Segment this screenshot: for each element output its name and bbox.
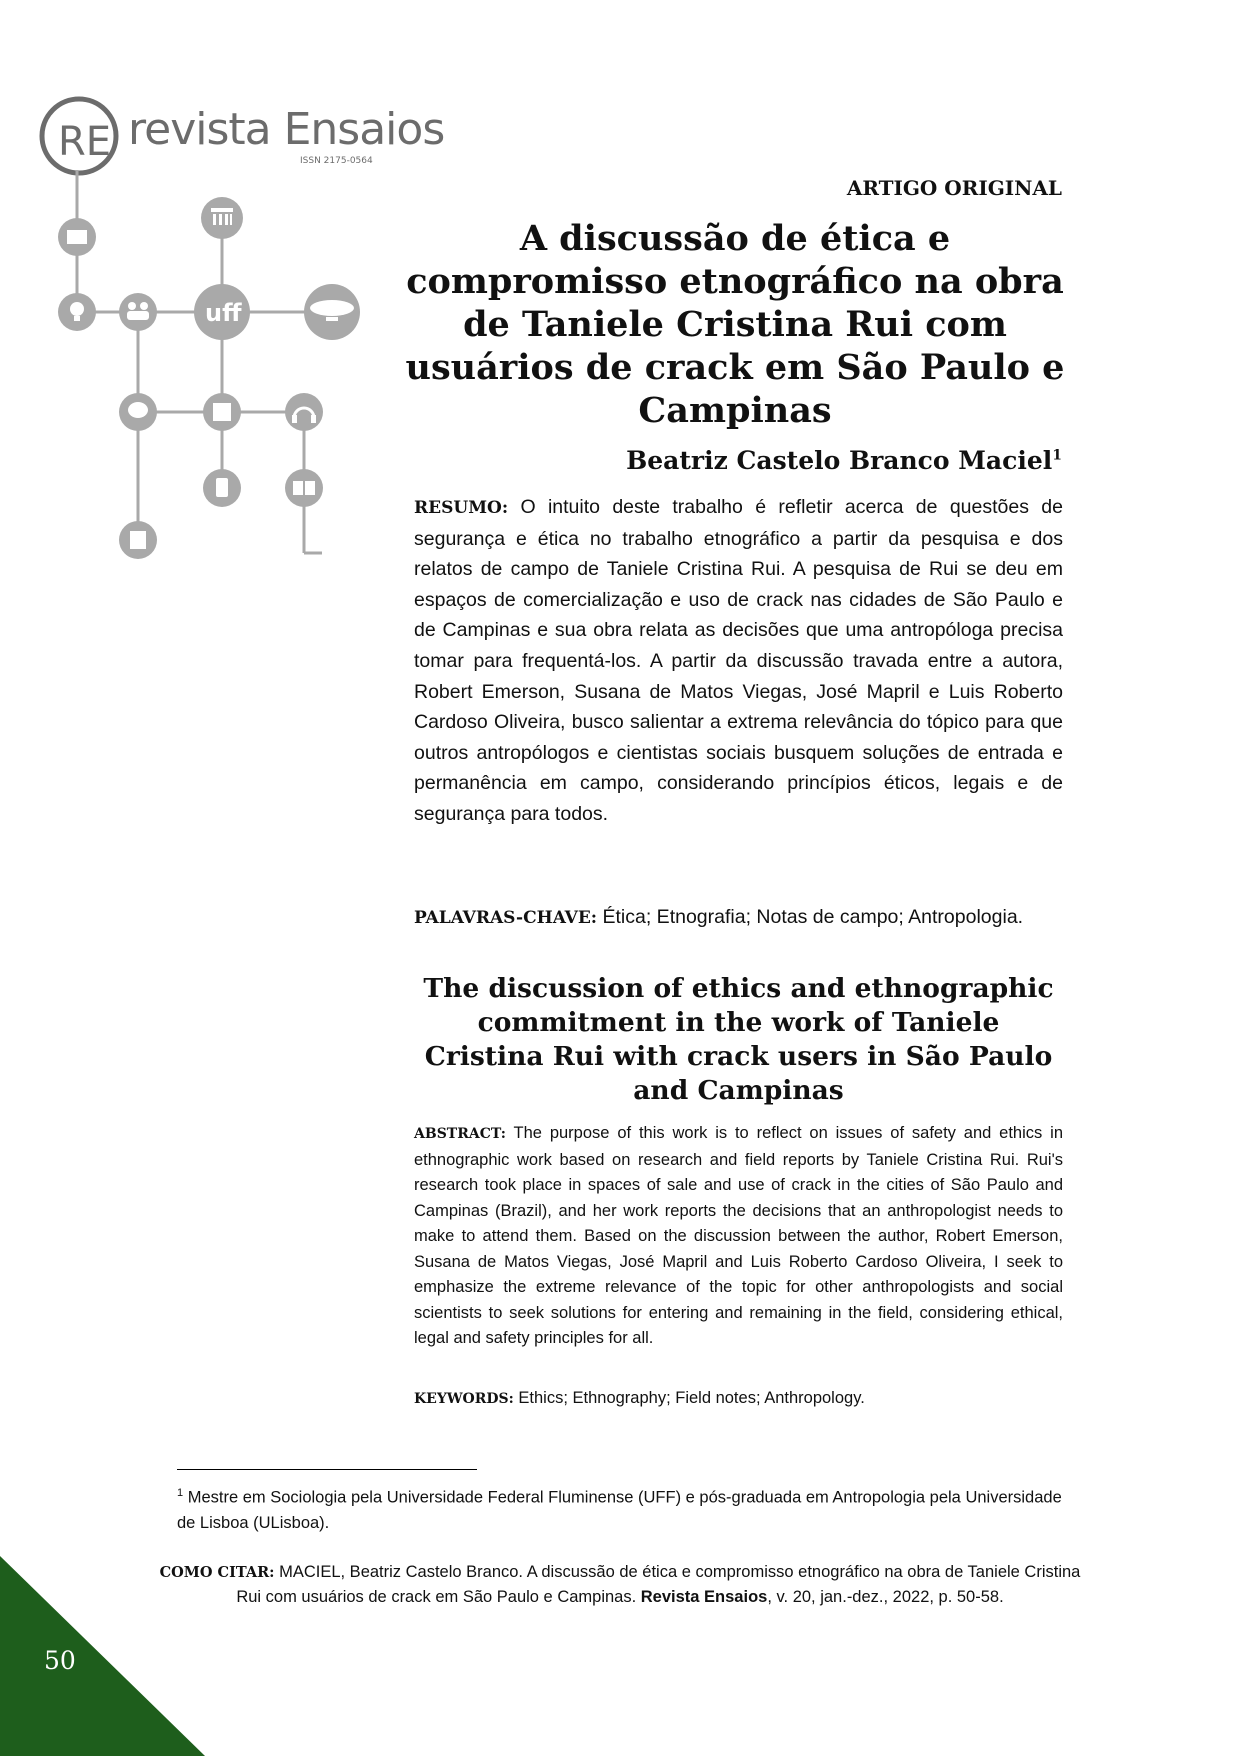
resumo-label: RESUMO:: [414, 498, 509, 518]
author-name-text: Beatriz Castelo Branco Maciel: [626, 446, 1053, 475]
author-footnote-mark[interactable]: 1: [1052, 447, 1062, 464]
footnote-mark: 1: [177, 1487, 184, 1499]
section-label: ARTIGO ORIGINAL: [846, 176, 1062, 200]
author-name: [626, 446, 1062, 475]
abstract-text: The purpose of this work is to reflect on issues of safety and ethics in ethnographic work based on research and field reports by Taniele Cristina Rui. Rui's research took place in spaces of sale and use of crack in the cities of São Paulo and Campinas (Brazil), and her work reports the decisions that an anthropologist needs to make to attend them. Based on the discussion between the author, Robert Emerson, Susana de Matos Viegas, José Mapril and Luis Roberto Cardoso Oliveira, I seek to emphasize the extreme relevance of the topic for other anthropologists and social scientists to seek solutions for entering and remaining in the field, considering ethical, legal and safety principles for all.: [414, 1124, 1063, 1347]
resumo-paragraph: [414, 492, 1063, 830]
english-title: The discussion of ethics and ethnographic commitment in the work of Taniele Cristina Rui with crack users in São Paulo and Campinas: [423, 973, 1054, 1106]
logo-mark-text: RE: [58, 119, 112, 165]
citation-text: MACIEL, Beatriz Castelo Branco. A discussão de ética e compromisso etnográfico na obra de Taniele Cristina Rui com usuários de crack em São Paulo e Campinas.: [236, 1563, 1081, 1606]
article-title: A discussão de ética e compromisso etnográfico na obra de Taniele Cristina Rui com usuários de crack em São Paulo e Campinas: [405, 218, 1065, 431]
keywords-paragraph: [414, 1386, 1063, 1413]
abstract-paragraph: [414, 1121, 1063, 1352]
footnote-text: Mestre em Sociologia pela Universidade Federal Fluminense (UFF) e pós-graduada em Antropologia pela Universidade de Lisboa (ULisboa).: [177, 1488, 1062, 1532]
decorative-network: [30, 90, 370, 580]
palavras-chave-text: Ética; Etnografia; Notas de campo; Antropologia.: [597, 906, 1024, 928]
open-book-icon: [285, 469, 323, 507]
abstract-label: ABSTRACT:: [414, 1126, 506, 1142]
headphones-icon: [285, 393, 323, 431]
journal-name-ensaios: Ensaios: [283, 104, 445, 155]
citation-text-after: , v. 20, jan.-dez., 2022, p. 50-58.: [767, 1588, 1004, 1606]
journal-name-revista: revista: [128, 104, 284, 155]
journal-issn: ISSN 2175-0564: [300, 156, 373, 166]
citation: [150, 1560, 1090, 1610]
footnote-divider: [177, 1469, 477, 1470]
keywords-label: KEYWORDS:: [414, 1391, 514, 1407]
footnote: [177, 1481, 1077, 1536]
palavras-chave-paragraph: [414, 902, 1063, 934]
keywords-text: Ethics; Ethnography; Field notes; Anthropology.: [513, 1389, 865, 1407]
page-corner-decoration: [0, 1556, 205, 1756]
citation-label: COMO CITAR:: [159, 1564, 275, 1581]
page-number: 50: [44, 1646, 76, 1675]
citation-journal: Revista Ensaios: [640, 1588, 768, 1606]
resumo-text: O intuito deste trabalho é refletir acerca de questões de segurança e ética no trabalho etnográfico a partir da pesquisa e dos relatos de campo de Taniele Cristina Rui. A pesquisa de Rui se deu em espaços de comercialização e uso de crack nas cidades de São Paulo e de Campinas e sua obra relata as decisões que uma antropóloga precisa tomar para frequentá-los. A partir da discussão travada entre a autora, Robert Emerson, Susana de Matos Viegas, José Mapril e Luis Roberto Cardoso Oliveira, busco salientar a extrema relevância do tópico para que outros antropólogos e cientistas sociais busquem soluções de entrada e permanência em campo, considerando princípios éticos, legais e de segurança para todos.: [414, 496, 1063, 825]
palavras-chave-label: PALAVRAS-CHAVE:: [414, 908, 598, 928]
uff-label: uff: [205, 299, 242, 327]
